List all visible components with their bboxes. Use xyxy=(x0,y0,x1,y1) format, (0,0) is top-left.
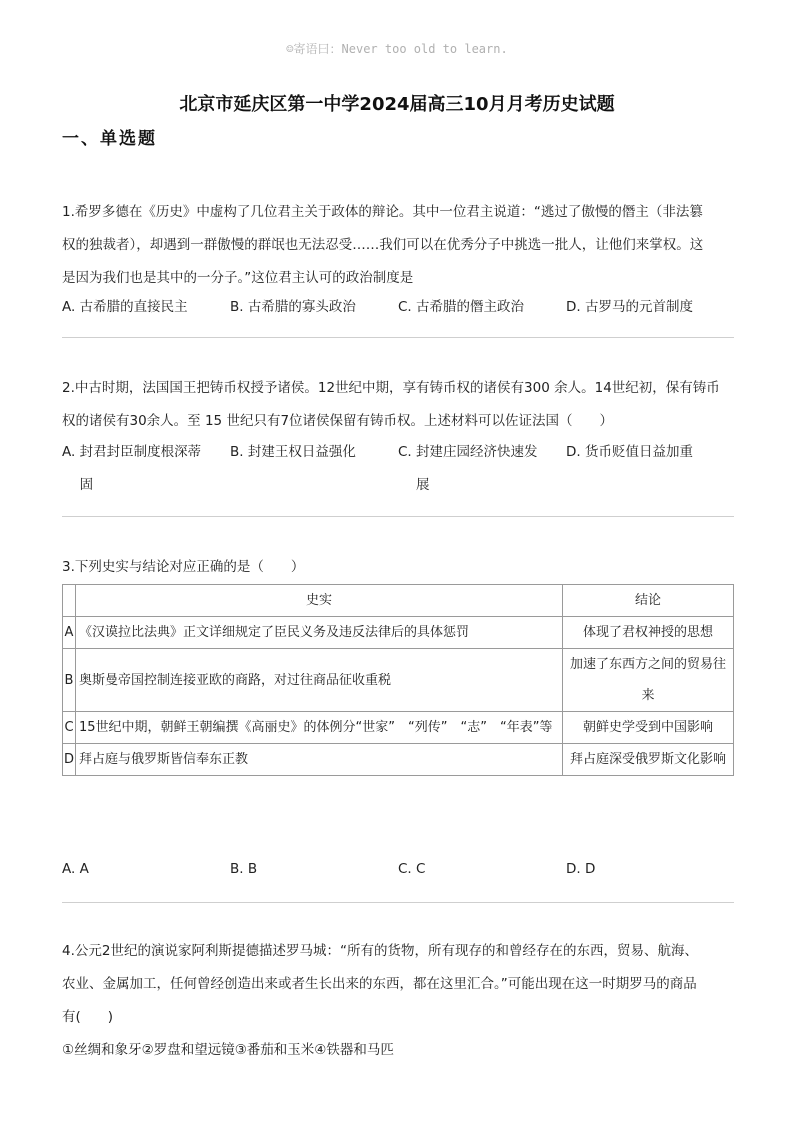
option-text: 封建庄园经济快速发展 xyxy=(416,444,538,493)
row-letter: D xyxy=(63,744,76,776)
question-line: 有( ) xyxy=(62,1009,114,1025)
option-letter: B. xyxy=(230,444,244,460)
option-letter: C. xyxy=(398,299,412,315)
row-conclusion: 体现了君权神授的思想 xyxy=(563,617,734,649)
option-letter: D. xyxy=(566,444,581,460)
option-b[interactable] xyxy=(230,436,378,469)
question-line: 2.中古时期，法国国王把铸币权授予诸侯。12世纪中期，享有铸币权的诸侯有300 余人。14世纪初，保有铸币 xyxy=(62,380,720,396)
question-line: 权的独裁者），却遇到一群傲慢的群氓也无法忍受……我们可以在优秀分子中挑选一批人，让他们来掌权。这 xyxy=(62,237,704,253)
row-conclusion: 加速了东西方之间的贸易往来 xyxy=(563,649,734,712)
option-letter: A. xyxy=(62,299,76,315)
option-c[interactable] xyxy=(398,291,546,324)
row-fact: 15世纪中期，朝鲜王朝编撰《高丽史》的体例分“世家” “列传” “志” “年表”等 xyxy=(76,712,563,744)
option-text: B xyxy=(247,861,258,877)
row-letter: A xyxy=(63,617,76,649)
question-line: ①丝绸和象牙②罗盘和望远镜③番茄和玉米④铁器和马匹 xyxy=(62,1042,394,1058)
table-row xyxy=(63,649,734,712)
option-text: A xyxy=(79,861,89,877)
table-row xyxy=(63,617,734,649)
row-fact: 《汉谟拉比法典》正文详细规定了臣民义务及违反法律后的具体惩罚 xyxy=(76,617,563,649)
option-text: 古罗马的元首制度 xyxy=(584,299,693,315)
option-letter: B. xyxy=(230,861,244,877)
table-header-conclusion: 结论 xyxy=(563,585,734,617)
question-divider xyxy=(62,902,734,903)
question-4-stem xyxy=(62,935,734,1067)
question-3-stem xyxy=(62,551,734,584)
option-letter: C. xyxy=(398,861,412,877)
option-c[interactable] xyxy=(398,436,546,502)
row-conclusion: 朝鲜史学受到中国影响 xyxy=(563,712,734,744)
option-text: 货币贬值日益加重 xyxy=(584,444,693,460)
question-line: 1.希罗多德在《历史》中虚构了几位君主关于政体的辩论。其中一位君主说道：“逃过了傲慢的僭主（非法篡 xyxy=(62,204,703,220)
question-1-stem xyxy=(62,196,734,295)
question-line: 权的诸侯有30余人。至 15 世纪只有7位诸侯保留有铸币权。上述材料可以佐证法国（ ） xyxy=(62,413,614,429)
option-text: 古希腊的直接民主 xyxy=(79,299,188,315)
option-c[interactable] xyxy=(398,853,546,886)
row-fact: 奥斯曼帝国控制连接亚欧的商路，对过往商品征收重税 xyxy=(76,649,563,712)
option-b[interactable] xyxy=(230,853,378,886)
option-a[interactable] xyxy=(62,853,210,886)
document-title: 北京市延庆区第一中学2024届高三10月月考历史试题 xyxy=(179,94,615,115)
option-d[interactable] xyxy=(566,853,715,886)
row-conclusion: 拜占庭深受俄罗斯文化影响 xyxy=(563,744,734,776)
option-letter: D. xyxy=(566,861,581,877)
option-letter: B. xyxy=(230,299,244,315)
question-line: 农业、金属加工，任何曾经创造出来或者生长出来的东西，都在这里汇合。”可能出现在这一时期罗马的商品 xyxy=(62,976,697,992)
option-text: D xyxy=(584,861,596,877)
option-b[interactable] xyxy=(230,291,378,324)
option-text: 封建王权日益强化 xyxy=(247,444,356,460)
facts-conclusions-table xyxy=(62,584,734,776)
row-fact: 拜占庭与俄罗斯皆信奉东正教 xyxy=(76,744,563,776)
option-text: 封君封臣制度根深蒂固 xyxy=(79,444,202,493)
question-divider xyxy=(62,337,734,338)
question-line: 3.下列史实与结论对应正确的是（ ） xyxy=(62,559,305,575)
table-row xyxy=(63,712,734,744)
question-divider xyxy=(62,516,734,517)
option-letter: A. xyxy=(62,861,76,877)
option-letter: A. xyxy=(62,444,76,460)
table-header-blank xyxy=(63,585,76,617)
option-a[interactable] xyxy=(62,436,210,502)
question-line: 是因为我们也是其中的一分子。”这位君主认可的政治制度是 xyxy=(62,270,414,286)
row-letter: C xyxy=(63,712,76,744)
question-2-stem xyxy=(62,372,734,438)
table-header-row xyxy=(63,585,734,617)
table-header-fact: 史实 xyxy=(76,585,563,617)
option-letter: C. xyxy=(398,444,412,460)
option-text: 古希腊的寡头政治 xyxy=(247,299,356,315)
option-letter: D. xyxy=(566,299,581,315)
option-d[interactable] xyxy=(566,436,715,469)
question-line: 4.公元2世纪的演说家阿利斯提德描述罗马城：“所有的货物，所有现存的和曾经存在的东西，贸易、航海、 xyxy=(62,943,698,959)
header-motto: ☺寄语曰：Never too old to learn. xyxy=(286,42,508,56)
option-a[interactable] xyxy=(62,291,210,324)
row-letter: B xyxy=(63,649,76,712)
option-text: C xyxy=(416,861,426,877)
section-heading: 一、单选题 xyxy=(62,129,157,149)
option-text: 古希腊的僭主政治 xyxy=(416,299,525,315)
option-d[interactable] xyxy=(566,291,715,324)
table-row xyxy=(63,744,734,776)
